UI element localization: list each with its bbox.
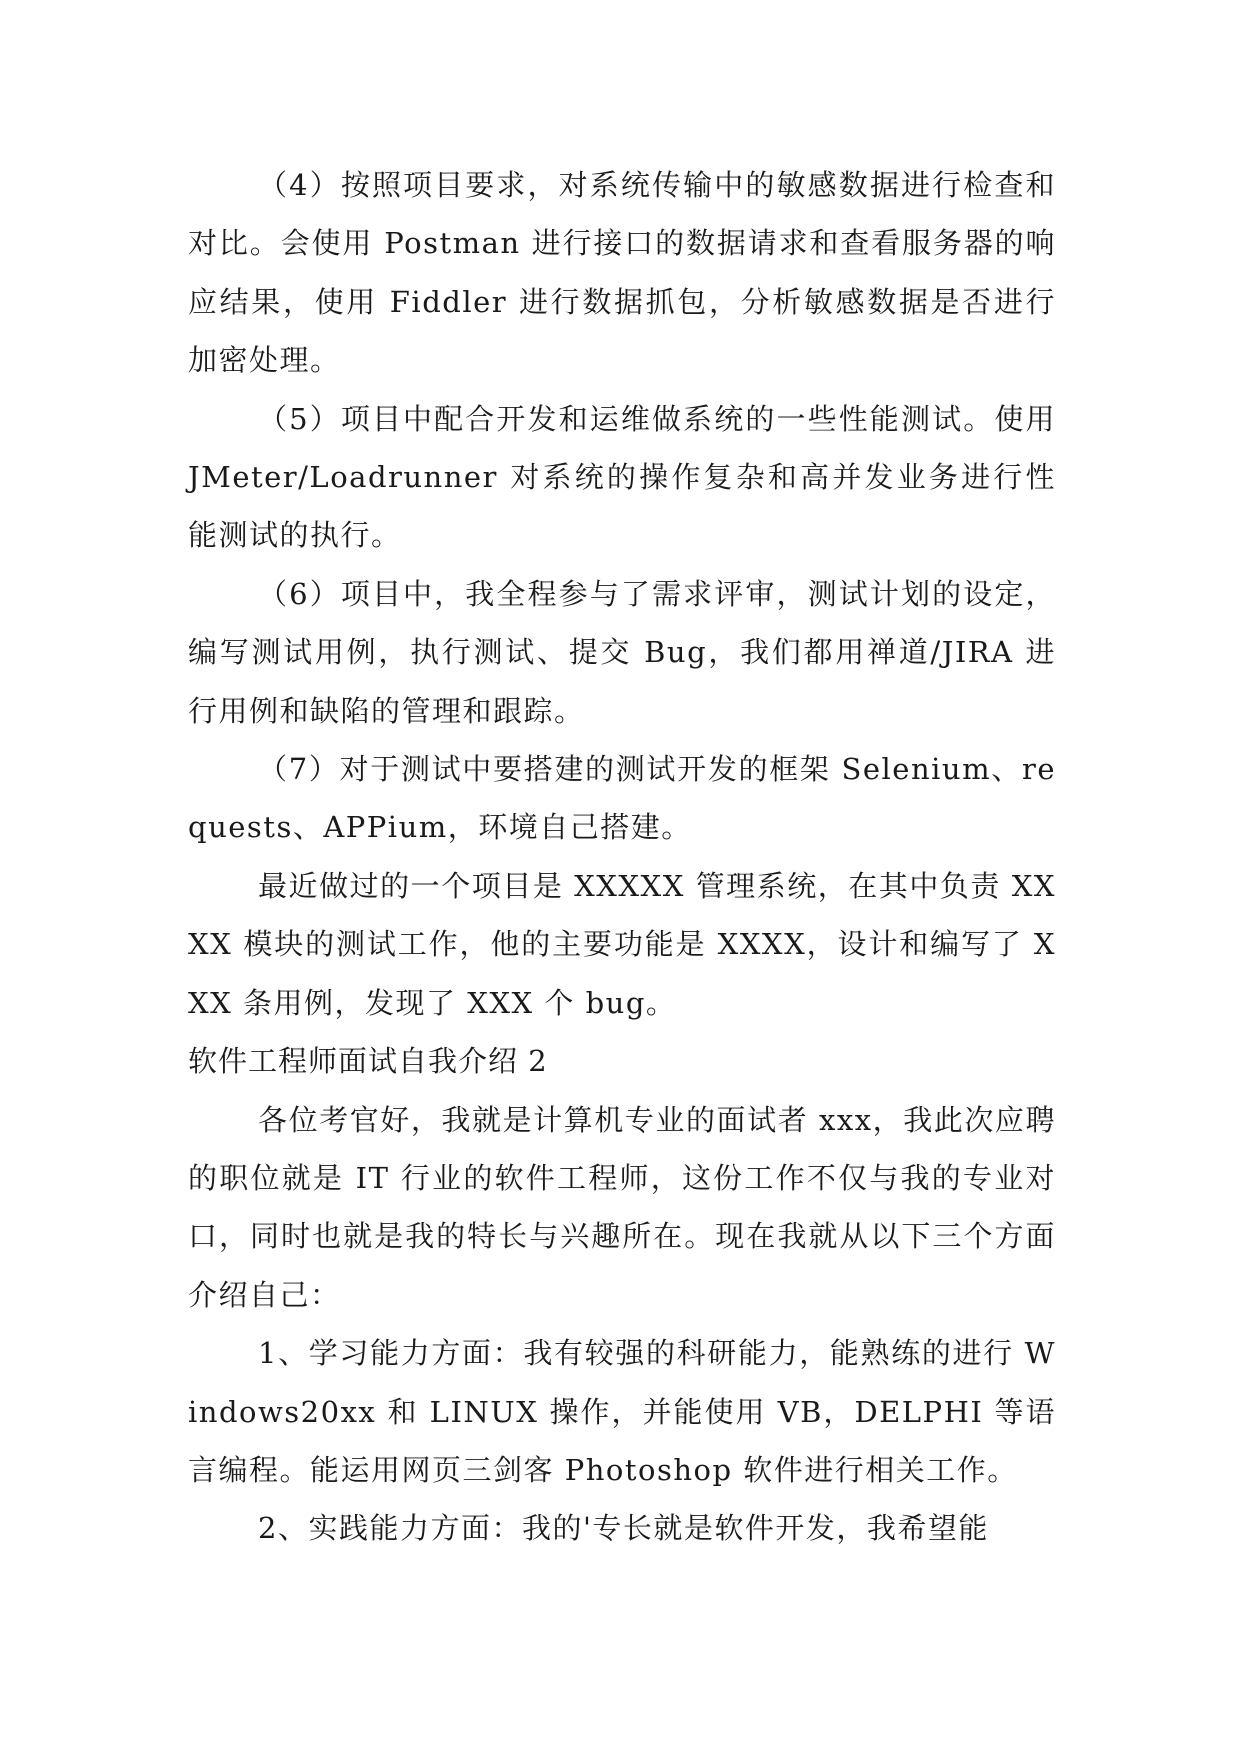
document-page	[188, 156, 1056, 1558]
paragraph-practical-ability: 2、实践能力方面：我的'专长就是软件开发，我希望能	[258, 1511, 989, 1546]
paragraph-item-4: （4）按照项目要求，对系统传输中的敏感数据进行检查和对比。会使用 Postman 进行接口的数据请求和查看服务器的响应结果，使用 Fiddler 进行数据抓包，分析敏感数据是否进行加密处理。	[188, 168, 1056, 378]
paragraph-item-5: （5）项目中配合开发和运维做系统的一些性能测试。使用 JMeter/Loadrunner 对系统的操作复杂和高并发业务进行性能测试的执行。	[188, 401, 1056, 553]
paragraph-recent-project: 最近做过的一个项目是 XXXXX 管理系统，在其中负责 XXXX 模块的测试工作，他的主要功能是 XXXX，设计和编写了 XXX 条用例，发现了 XXX 个 bug。	[188, 868, 1056, 1020]
paragraph-item-6: （6）项目中，我全程参与了需求评审，测试计划的设定，编写测试用例，执行测试、提交 Bug，我们都用禅道/JIRA 进行用例和缺陷的管理和跟踪。	[188, 576, 1056, 728]
paragraph-learning-ability: 1、学习能力方面：我有较强的科研能力，能熟练的进行 Windows20xx 和 LINUX 操作，并能使用 VB，DELPHI 等语言编程。能运用网页三剑客 Photoshop 软件进行相关工作。	[188, 1336, 1056, 1487]
paragraph-item-7: （7）对于测试中要搭建的测试开发的框架 Selenium、requests、APPium，环境自己搭建。	[188, 752, 1056, 845]
paragraph-greeting: 各位考官好，我就是计算机专业的面试者 xxx，我此次应聘的职位就是 IT 行业的软件工程师，这份工作不仅与我的专业对口，同时也就是我的特长与兴趣所在。现在我就从以下三个方面介绍自己：	[188, 1102, 1056, 1312]
section-heading: 软件工程师面试自我介绍 2	[188, 1044, 548, 1079]
